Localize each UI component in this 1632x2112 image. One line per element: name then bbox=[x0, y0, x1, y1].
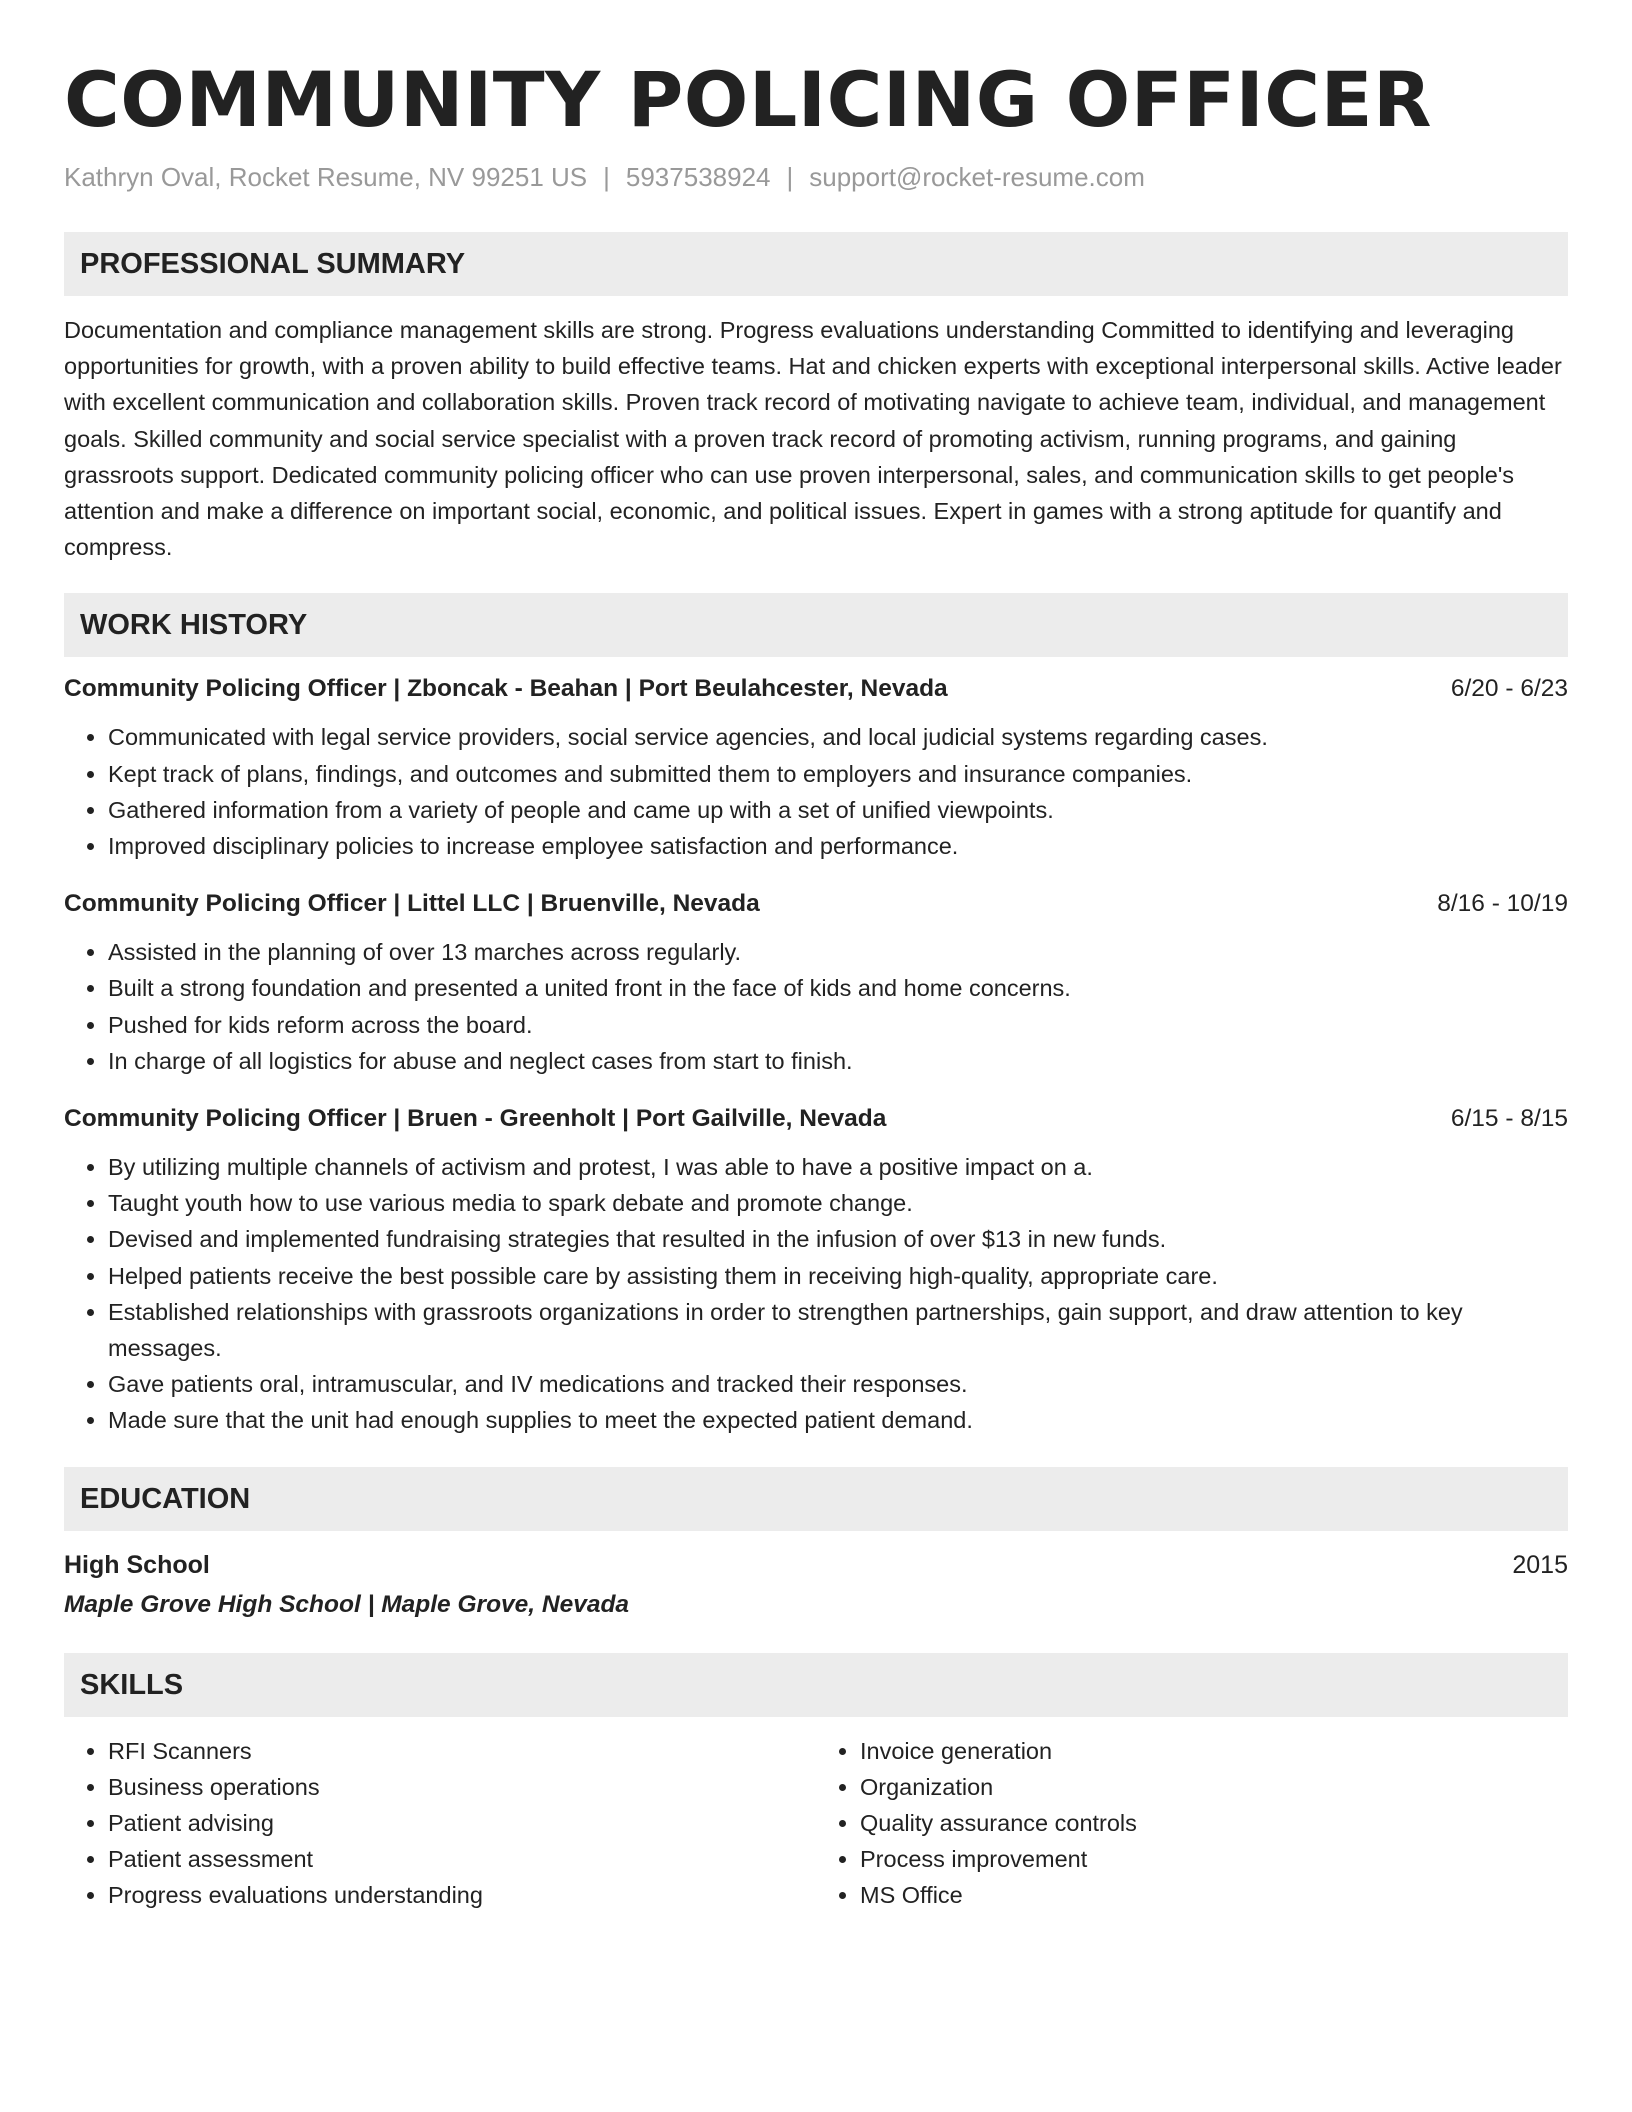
skill-item: • Invoice generation bbox=[860, 1733, 1568, 1769]
contact-address: Kathryn Oval, Rocket Resume, NV 99251 US bbox=[64, 162, 588, 192]
job-dates: 6/15 - 8/15 bbox=[1450, 1105, 1568, 1133]
summary-section bbox=[64, 232, 1568, 565]
job-header bbox=[64, 671, 1568, 707]
skill-item: • Organization bbox=[860, 1769, 1568, 1805]
contact-separator: | bbox=[603, 162, 610, 192]
job-title: Community Policing Officer | Littel LLC | Bruenville, Nevada bbox=[64, 890, 760, 918]
job-bullet: • Taught youth how to use various media to spark debate and promote change. bbox=[108, 1185, 1568, 1221]
education-year: 2015 bbox=[1512, 1550, 1568, 1579]
job-bullets bbox=[64, 1149, 1568, 1439]
job-bullet: • Built a strong foundation and presented a united front in the face of kids and home concerns. bbox=[108, 970, 1568, 1006]
job-bullet: • Improved disciplinary policies to increase employee satisfaction and performance. bbox=[108, 828, 1568, 864]
education-school: Maple Grove High School | Maple Grove, Nevada bbox=[64, 1590, 630, 1618]
job-dates: 8/16 - 10/19 bbox=[1437, 890, 1568, 918]
skills-columns bbox=[64, 1733, 1568, 1914]
job-title: Community Policing Officer | Bruen - Greenholt | Port Gailville, Nevada bbox=[64, 1105, 887, 1133]
contact-email: support@rocket-resume.com bbox=[809, 162, 1145, 192]
skill-item: • Patient advising bbox=[108, 1805, 816, 1841]
summary-heading: PROFESSIONAL SUMMARY bbox=[64, 232, 1568, 296]
job-bullet: • Devised and implemented fundraising strategies that resulted in the infusion of over $13 in new funds. bbox=[108, 1221, 1568, 1257]
job-bullet: • Helped patients receive the best possible care by assisting them in receiving high-quality, appropriate care. bbox=[108, 1258, 1568, 1294]
job-bullet: • Assisted in the planning of over 13 marches across regularly. bbox=[108, 934, 1568, 970]
skills-heading: SKILLS bbox=[64, 1653, 1568, 1717]
job-bullet: • Pushed for kids reform across the board. bbox=[108, 1007, 1568, 1043]
job-title: Community Policing Officer | Zboncak - Beahan | Port Beulahcester, Nevada bbox=[64, 675, 948, 703]
summary-text: Documentation and compliance management skills are strong. Progress evaluations understanding Committed to identifying and leveraging opportunities for growth, with a proven ability to build effective teams. Hat and chicken experts with exceptional interpersonal skills. Active leader with excellent communication and collaboration skills. Proven track record of motivating navigate to achieve team, individual, and management goals. Skilled community and social service specialist with a proven track record of promoting activism, running programs, and gaining grassroots support. Dedicated community policing officer who can use proven interpersonal, sales, and communication skills to get people's attention and make a difference on important social, economic, and political issues. Expert in games with a strong aptitude for quantify and compress. bbox=[64, 317, 1562, 561]
skill-item: • Patient assessment bbox=[108, 1841, 816, 1877]
job-bullet: • In charge of all logistics for abuse and neglect cases from start to finish. bbox=[108, 1043, 1568, 1079]
job-bullet: • Gathered information from a variety of people and came up with a set of unified viewpoints. bbox=[108, 792, 1568, 828]
job-bullets bbox=[64, 934, 1568, 1079]
education-degree: High School bbox=[64, 1550, 210, 1579]
skill-item: • MS Office bbox=[860, 1877, 1568, 1913]
job-bullet: • By utilizing multiple channels of activism and protest, I was able to have a positive impact on a. bbox=[108, 1149, 1568, 1185]
work-history-section bbox=[64, 593, 1568, 1438]
resume-name: COMMUNITY POLICING OFFICER bbox=[64, 55, 1433, 144]
skills-section bbox=[64, 1653, 1568, 1914]
job-bullet: • Kept track of plans, findings, and outcomes and submitted them to employers and insurance companies. bbox=[108, 756, 1568, 792]
skill-item: • Process improvement bbox=[860, 1841, 1568, 1877]
job-bullet: • Gave patients oral, intramuscular, and IV medications and tracked their responses. bbox=[108, 1366, 1568, 1402]
skill-item: • RFI Scanners bbox=[108, 1733, 816, 1769]
job-entry bbox=[64, 671, 1568, 864]
contact-line bbox=[64, 160, 1568, 194]
job-entry bbox=[64, 1101, 1568, 1439]
contact-separator: | bbox=[786, 162, 794, 192]
job-bullet: • Established relationships with grassroots organizations in order to strengthen partnerships, gain support, and draw attention to key messages. bbox=[108, 1294, 1568, 1366]
job-header bbox=[64, 1101, 1568, 1137]
job-bullet: • Made sure that the unit had enough supplies to meet the expected patient demand. bbox=[108, 1402, 1568, 1438]
skill-item: • Progress evaluations understanding bbox=[108, 1877, 816, 1913]
skill-item: • Business operations bbox=[108, 1769, 816, 1805]
job-dates: 6/20 - 6/23 bbox=[1450, 675, 1568, 703]
contact-phone: 5937538924 bbox=[625, 162, 771, 192]
work-history-heading: WORK HISTORY bbox=[64, 593, 1568, 657]
skill-item: • Quality assurance controls bbox=[860, 1805, 1568, 1841]
job-bullets bbox=[64, 719, 1568, 864]
job-entry bbox=[64, 886, 1568, 1079]
education-heading: EDUCATION bbox=[64, 1467, 1568, 1531]
skills-list-left bbox=[64, 1733, 816, 1914]
education-header bbox=[64, 1547, 1568, 1583]
job-bullet: • Communicated with legal service providers, social service agencies, and local judicial systems regarding cases. bbox=[108, 719, 1568, 755]
skills-list-right bbox=[816, 1733, 1568, 1914]
education-section bbox=[64, 1467, 1568, 1623]
job-header bbox=[64, 886, 1568, 922]
